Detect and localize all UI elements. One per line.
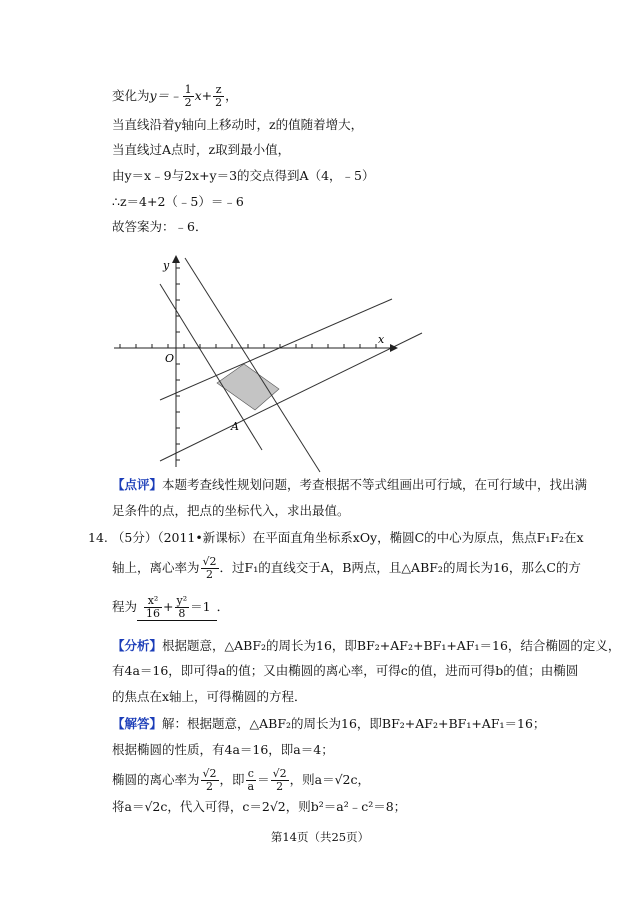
answer-text: ＝	[257, 772, 270, 787]
comment-line-1	[112, 476, 587, 494]
fraction	[201, 768, 219, 793]
numerator: √2	[272, 767, 287, 780]
text-segment: ，	[225, 88, 238, 103]
denominator: 16	[146, 607, 161, 620]
denominator: 2	[206, 780, 214, 793]
answer-line-2: 根据椭圆的性质，有4a＝16，即a＝4；	[112, 742, 334, 757]
operator: ＝1	[190, 599, 211, 614]
solution-line-5: ∴z＝4+2（﹣5）＝﹣6	[112, 194, 244, 209]
numerator: √2	[202, 767, 217, 780]
answer-line-3	[112, 768, 370, 793]
point-a-label: A	[231, 420, 239, 433]
analysis-text: 根据题意，△ABF₂的周长为16，即BF₂+AF₂+BF₁+AF₁＝16，结合椭圆的定义，	[162, 638, 621, 653]
problem-14-line-3	[112, 595, 229, 621]
denominator: 8	[178, 607, 186, 620]
problem-text: 程为	[112, 599, 138, 614]
analysis-tag: 【分析】	[112, 638, 163, 653]
numerator: x²	[144, 595, 162, 608]
answer-text: ，则a＝√2c，	[289, 772, 371, 787]
solution-line-6: 故答案为：﹣6．	[112, 219, 208, 234]
answer-text: 椭圆的离心率为	[112, 772, 200, 787]
boundary-line-shallow-2	[160, 333, 422, 461]
axis-ticks	[120, 268, 376, 460]
boundary-line-shallow-1	[160, 299, 392, 400]
operator: +	[163, 599, 174, 614]
solution-line-2: 当直线沿着y轴向上移动时，z的值随着增大，	[112, 117, 364, 132]
problem-text: ．过F₁的直线交于A，B两点，且△ABF₂的周长为16，那么C的方	[219, 560, 581, 575]
answer-text: 解：根据题意，△ABF₂的周长为16，即BF₂+AF₂+BF₁+AF₁＝16；	[162, 716, 546, 731]
analysis-line-2: 有4a＝16，即可得a的值；又由椭圆的离心率，可得c的值，进而可得b的值；由椭圆	[112, 663, 579, 678]
text-segment: 变化为	[112, 88, 150, 103]
fraction	[175, 595, 190, 620]
problem-number: 14.	[88, 530, 108, 545]
answer-line-1	[112, 715, 545, 733]
problem-14-line-1	[88, 529, 584, 547]
y-axis-label: y	[163, 259, 170, 272]
boundary-line-steep-2	[185, 258, 320, 472]
y-axis-arrow	[172, 255, 180, 263]
problem-14-line-2	[112, 556, 581, 581]
problem-text: ．	[216, 599, 230, 614]
answer-blank	[137, 595, 217, 621]
numerator: c	[246, 768, 257, 781]
equation-segment: x+	[194, 88, 213, 103]
denominator: 2	[276, 780, 284, 793]
origin-label: O	[165, 352, 175, 365]
denominator: a	[247, 780, 255, 793]
comment-tag: 【点评】	[112, 477, 163, 492]
denominator: 2	[184, 96, 192, 109]
numerator: y²	[176, 594, 188, 607]
answer-line-4: 将a＝√2c，代入可得，c＝2√2，则b²＝a²﹣c²＝8；	[112, 799, 407, 814]
answer-text: ，即	[219, 772, 245, 787]
page-footer: 第14页（共25页）	[270, 830, 370, 844]
numerator: √2	[202, 555, 217, 568]
fraction	[144, 595, 162, 620]
numerator: 1	[184, 83, 192, 96]
denominator: 2	[215, 96, 223, 109]
comment-text: 本题考查线性规划问题，考查根据不等式组画出可行域，在可行域中，找出满	[162, 477, 588, 492]
problem-text: （5分）（2011•新课标）在平面直角坐标系xOy，椭圆C的中心为原点，焦点F₁F₂在x	[111, 530, 584, 545]
problem-text: 轴上，离心率为	[112, 560, 200, 575]
fraction	[271, 768, 289, 793]
answer-tag: 【解答】	[112, 716, 163, 731]
analysis-line-3: 的焦点在x轴上，可得椭圆的方程．	[112, 689, 307, 704]
fraction	[201, 556, 219, 581]
numerator: z	[213, 84, 224, 97]
denominator: 2	[206, 568, 214, 581]
solution-line-4: 由y＝x﹣9与2x+y＝3的交点得到A（4，﹣5）	[112, 168, 375, 183]
equation-segment: y＝﹣	[149, 88, 182, 103]
fraction	[246, 768, 257, 793]
solution-line-3: 当直线过A点时，z取到最小值，	[112, 142, 291, 157]
comment-line-2: 足条件的点，把点的坐标代入，求出最值。	[112, 503, 350, 518]
analysis-line-1	[112, 637, 620, 655]
x-axis-label: x	[378, 333, 385, 346]
